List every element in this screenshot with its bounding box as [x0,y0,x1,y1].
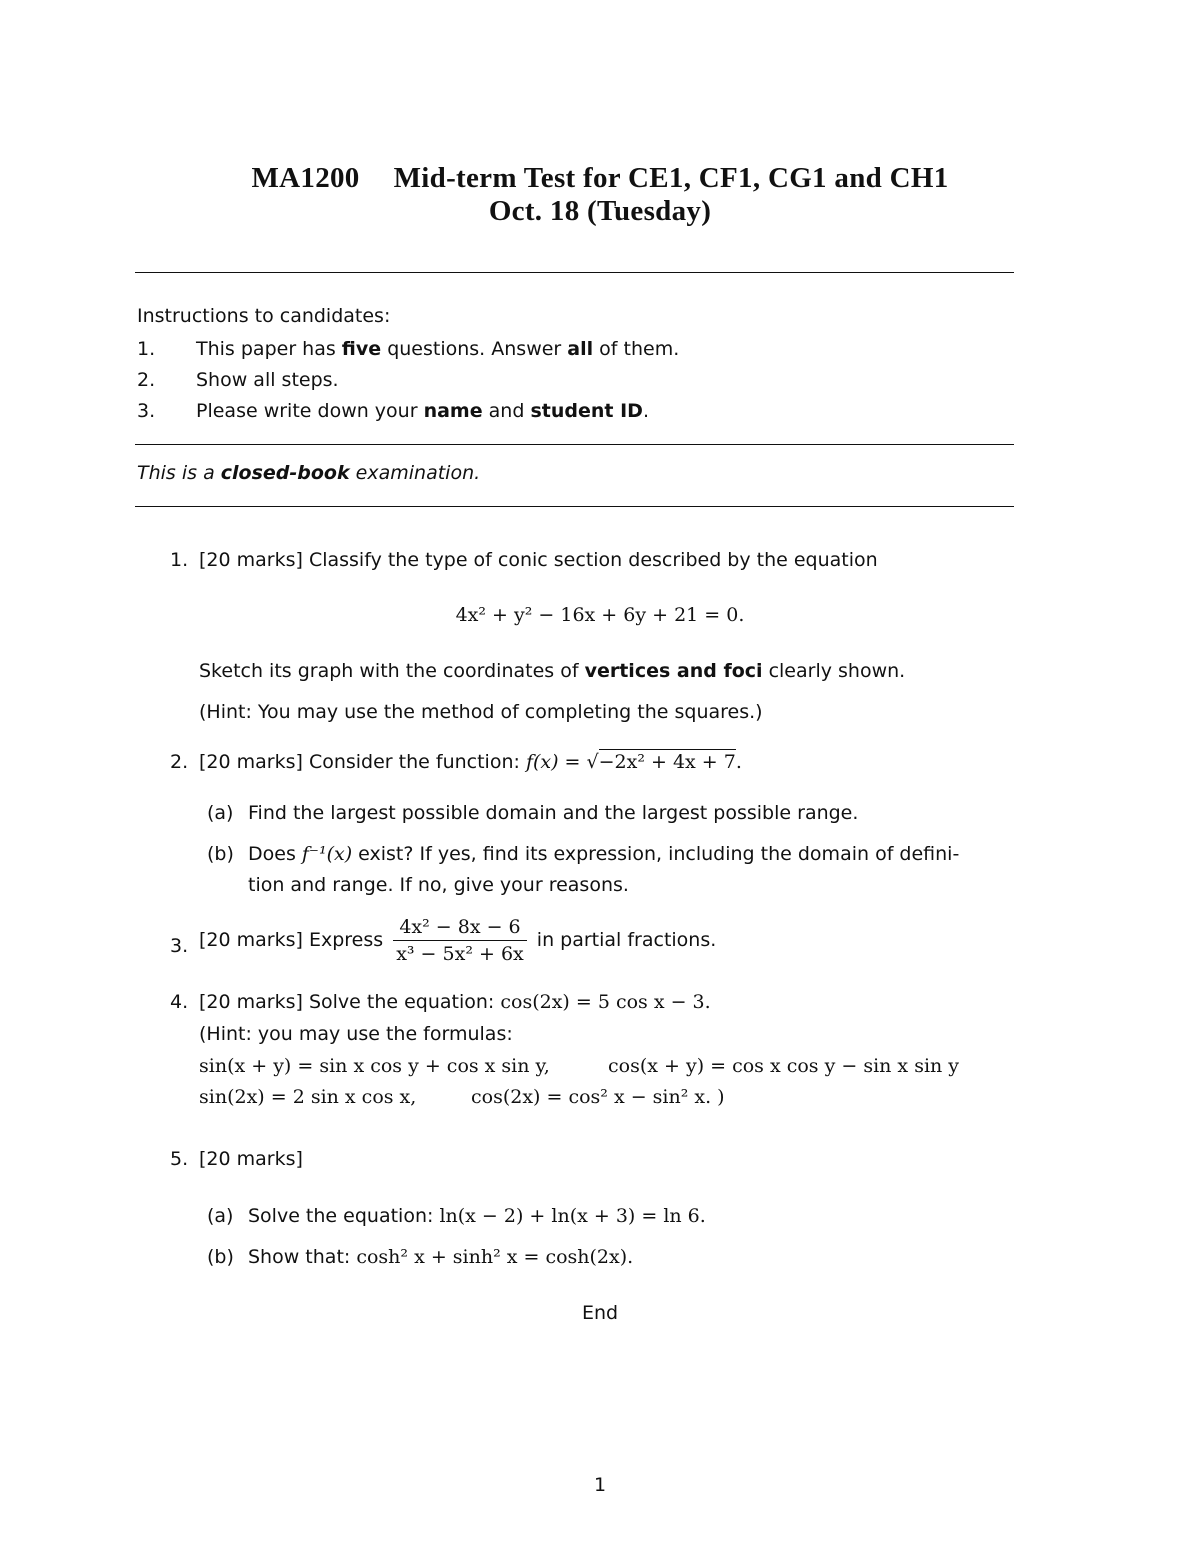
closed-book-notice: This is a closed-book examination. [137,462,481,484]
formula: sin(2x) = 2 sin x cos x, [199,1086,417,1108]
sketch-instruction: Sketch its graph with the coordinates of vertices and foci clearly shown. [199,660,906,682]
hint-intro: (Hint: you may use the formulas: [199,1023,513,1045]
question-3-text: [20 marks] Express $\frac{\text{4x² − 8x − 6}}{\text{x³ − 5x² + 6x}}$ in partial fractions. [199,916,717,965]
hint-text: (Hint: You may use the method of completing the squares.) [199,701,763,723]
title-text: Mid-term Test for CE1, CF1, CG1 and CH1 [393,162,949,194]
part-text-continued: tion and range. If no, give your reasons. [248,874,629,896]
course-code: MA1200 [251,162,360,194]
question-4-text: [20 marks] Solve the equation: cos(2x) = 5 cos x − 3. [199,991,711,1013]
question-number: 1. [170,549,189,571]
instruction-text: Show all steps. [196,369,339,391]
marks-label: [20 marks] [199,1148,303,1170]
formula: cos(2x) = cos² x − sin² x. ) [471,1086,725,1108]
exam-title [0,162,1200,195]
marks-label: [20 marks] [199,991,303,1013]
marks-label: [20 marks] [199,929,303,951]
instruction-text: This paper has five questions. Answer all of them. [196,338,680,360]
radicand: −2x² + 4x + 7 [598,751,736,773]
page-number: 1 [593,1474,607,1496]
trig-equation: cos(2x) = 5 cos x − 3. [500,991,711,1013]
question-number: 2. [170,751,189,773]
part-label: (b) [207,1246,234,1268]
exam-date: Oct. 18 (Tuesday) [488,195,712,227]
part-label: (b) [207,843,234,865]
question-number: 4. [170,991,189,1013]
function-lhs: f(x) = [525,751,587,773]
instruction-item [137,337,155,361]
instruction-number: 1. [137,338,156,360]
divider [135,506,1014,507]
part-label: (a) [207,1205,234,1227]
conic-equation: 4x² + y² − 16x + 6y + 21 = 0. [455,604,745,626]
marks-label: [20 marks] [199,751,303,773]
denominator: x³ − 5x² + 6x [396,943,524,965]
part-label: (a) [207,802,234,824]
formula: sin(x + y) = sin x cos y + cos x sin y, [199,1055,550,1077]
divider [135,272,1014,273]
question-2-text: [20 marks] Consider the function: f(x) = √−2x² + 4x + 7. [199,751,742,773]
numerator: 4x² − 8x − 6 [393,916,527,941]
question-number: 5. [170,1148,189,1170]
formula: cos(x + y) = cos x cos y − sin x sin y [608,1055,960,1077]
instruction-number: 3. [137,400,156,422]
end-marker: End [581,1302,619,1324]
part-text: Solve the equation: ln(x − 2) + ln(x + 3) = ln 6. [248,1205,706,1227]
rational-function [393,916,527,965]
question-1-text: [20 marks] Classify the type of conic section described by the equation [199,549,878,571]
part-text: Find the largest possible domain and the largest possible range. [248,802,859,824]
divider [135,444,1014,445]
instruction-text: Please write down your name and student ID. [196,400,649,422]
instruction-number: 2. [137,369,156,391]
question-number: 3. [170,935,189,957]
part-text: Show that: cosh² x + sinh² x = cosh(2x). [248,1246,634,1268]
part-text: Does f⁻¹(x) exist? If yes, find its expression, including the domain of defini- [248,843,960,865]
instructions-heading: Instructions to candidates: [137,305,391,327]
marks-label: [20 marks] [199,549,303,571]
